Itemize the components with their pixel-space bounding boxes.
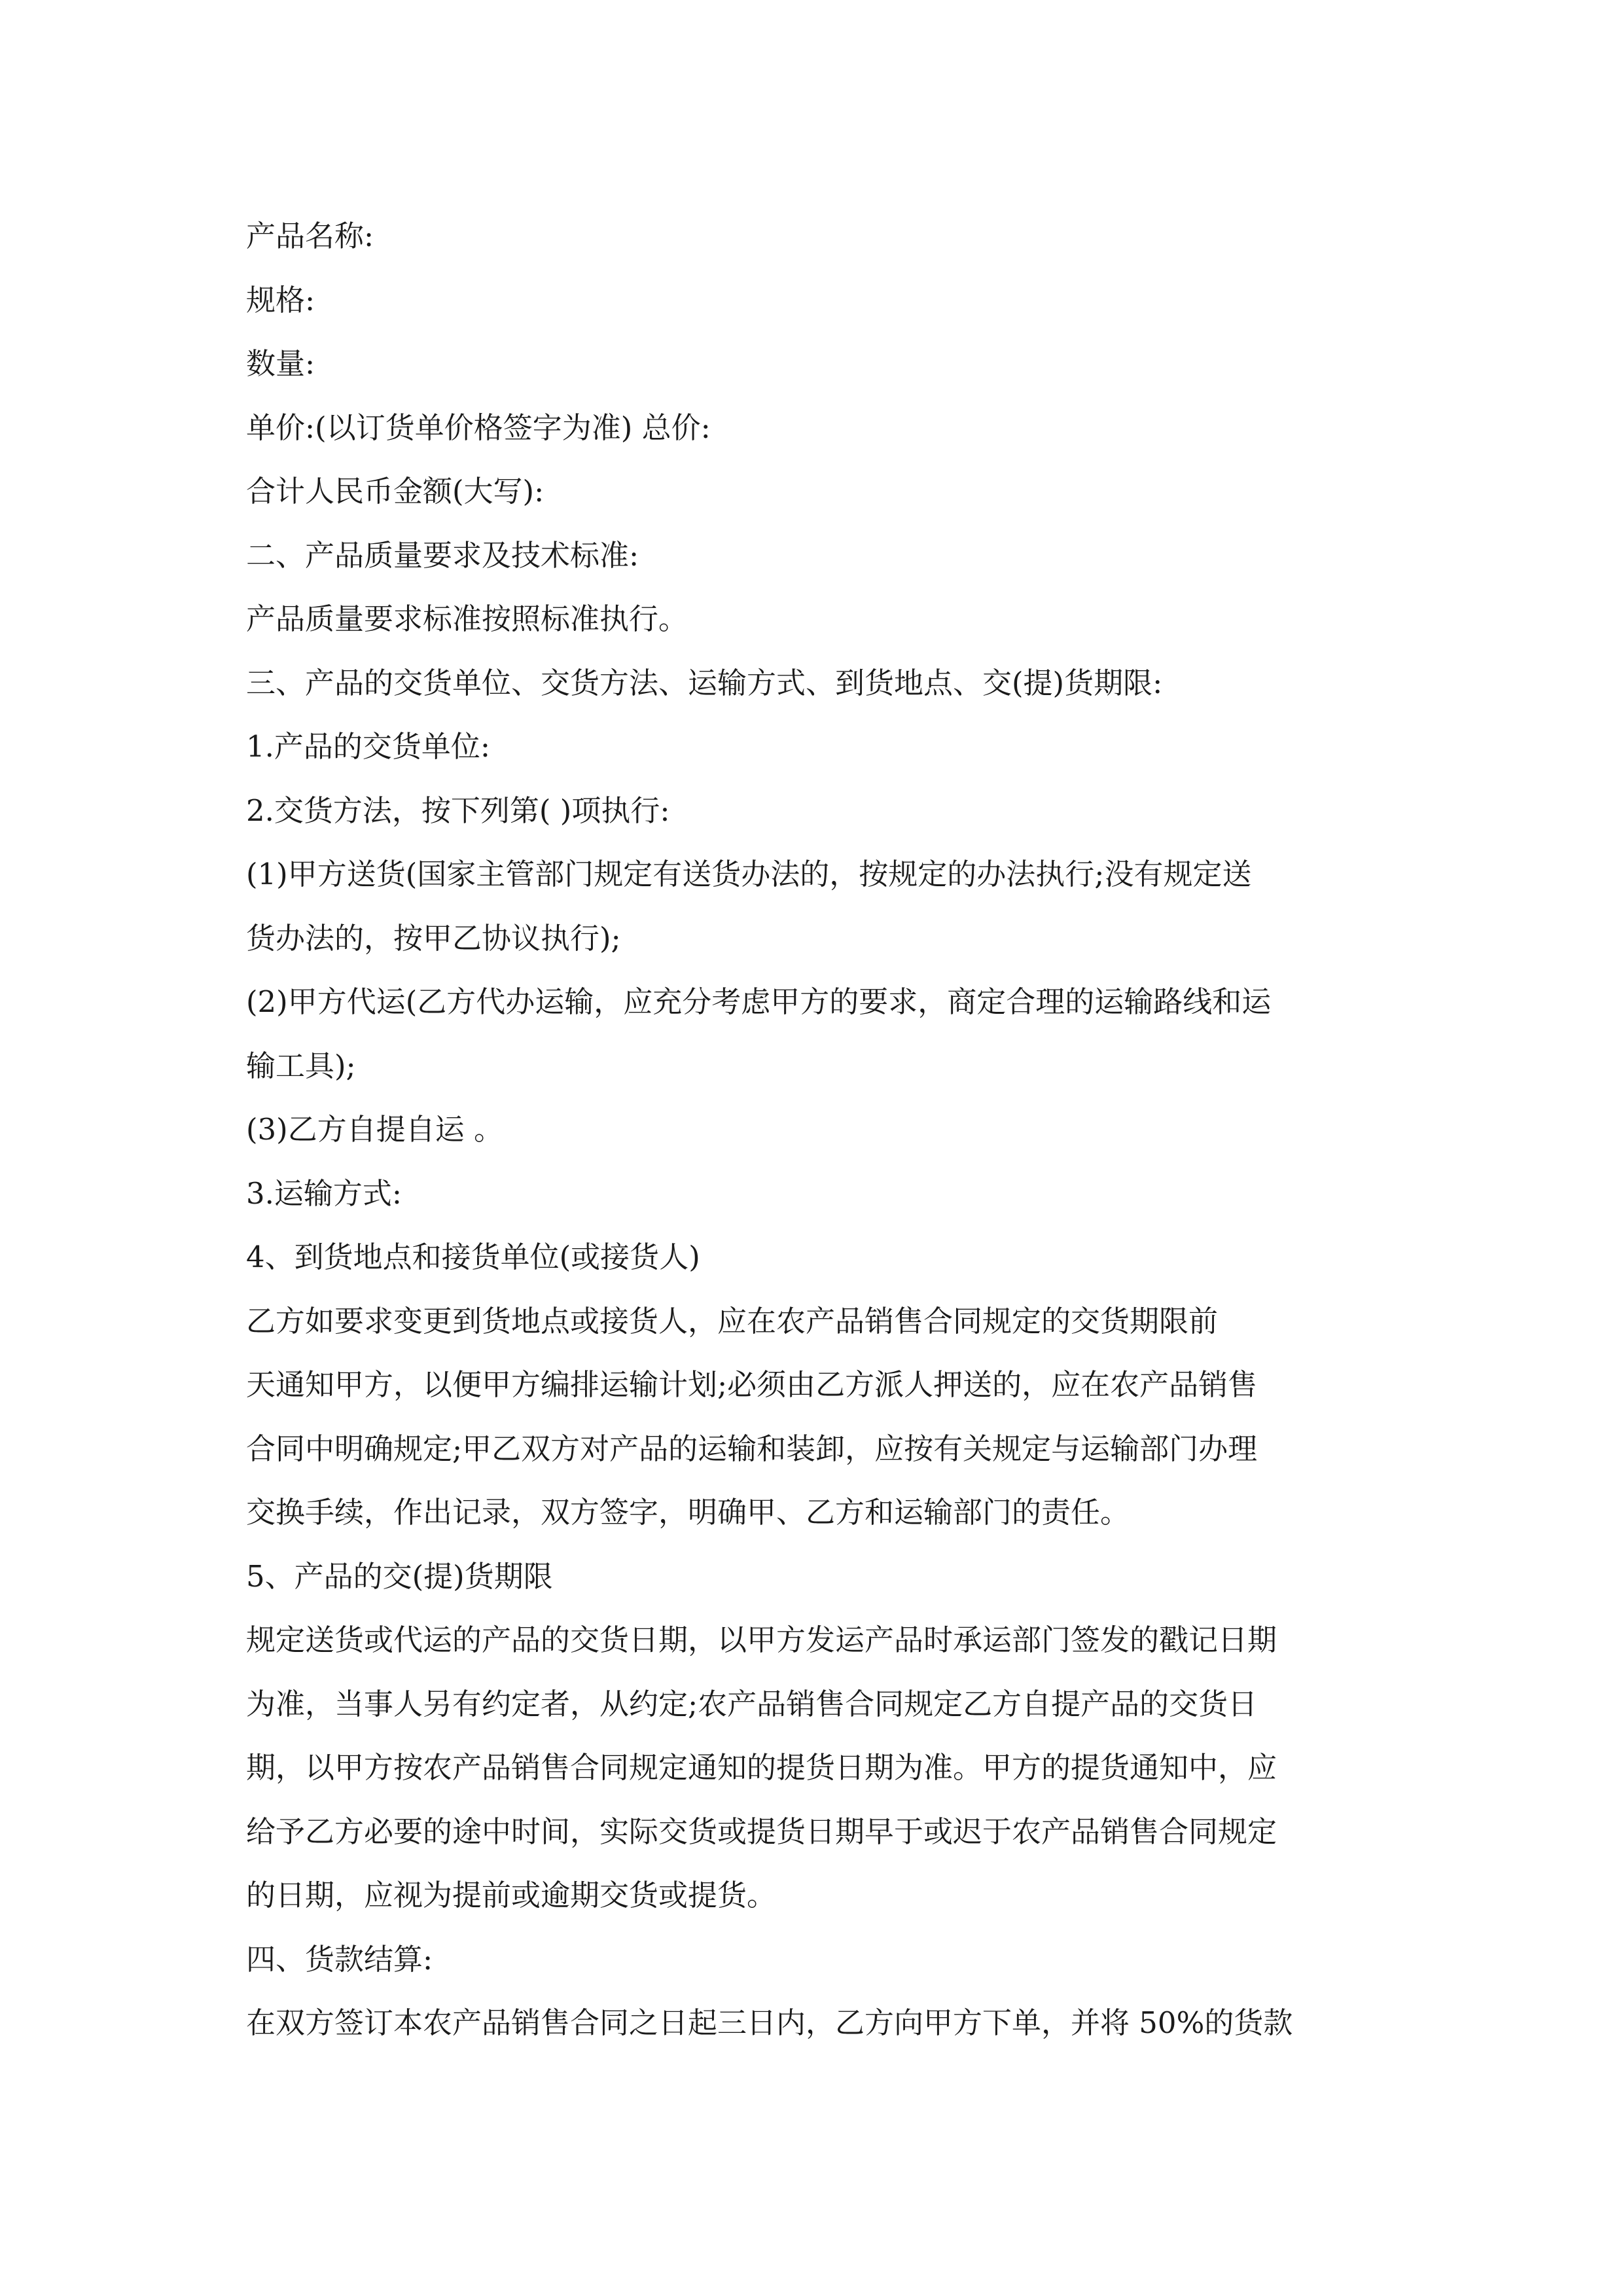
text-line: 的日期，应视为提前或逾期交货或提货。 (246, 1878, 777, 1912)
text-line: 四、货款结算: (246, 1941, 433, 1977)
text-line: 5、产品的交(提)货期限 (246, 1558, 553, 1594)
contract-text-body (246, 204, 1385, 2055)
text-line: 二、产品质量要求及技术标准: (246, 537, 639, 573)
text-line: 产品质量要求标准按照标准执行。 (246, 601, 688, 636)
text-line: 规格: (246, 282, 315, 317)
text-line: 在双方签订本农产品销售合同之日起三日内，乙方向甲方下单，并将 50%的货款 (246, 2005, 1293, 2040)
text-line: 期，以甲方按农产品销售合同规定通知的提货日期为准。甲方的提货通知中，应 (246, 1750, 1277, 1785)
text-line: 输工具); (246, 1048, 356, 1083)
text-line: 货办法的，按甲乙协议执行); (246, 920, 621, 956)
text-line: 为准，当事人另有约定者，从约定;农产品销售合同规定乙方自提产品的交货日 (246, 1686, 1258, 1721)
text-line: 合同中明确规定;甲乙双方对产品的运输和装卸，应按有关规定与运输部门办理 (246, 1431, 1258, 1466)
text-line: 给予乙方必要的途中时间，实际交货或提货日期早于或迟于农产品销售合同规定 (246, 1814, 1277, 1849)
text-line: (1)甲方送货(国家主管部门规定有送货办法的，按规定的办法执行;没有规定送 (246, 857, 1252, 891)
text-line: 交换手续，作出记录，双方签字，明确甲、乙方和运输部门的责任。 (246, 1495, 1130, 1530)
text-line: 乙方如要求变更到货地点或接货人，应在农产品销售合同规定的交货期限前 (246, 1303, 1219, 1338)
text-line: 数量: (246, 346, 315, 381)
text-line: (3)乙方自提自运 。 (246, 1112, 504, 1147)
text-line: (2)甲方代运(乙方代办运输，应充分考虑甲方的要求，商定合理的运输路线和运 (246, 984, 1272, 1019)
text-line: 天通知甲方，以便甲方编排运输计划;必须由乙方派人押送的，应在农产品销售 (246, 1367, 1258, 1402)
text-line: 三、产品的交货单位、交货方法、运输方式、到货地点、交(提)货期限: (246, 665, 1163, 700)
text-line: 单价:(以订货单价格签字为准) 总价: (246, 410, 711, 445)
text-line: 规定送货或代运的产品的交货日期，以甲方发运产品时承运部门签发的戳记日期 (246, 1623, 1277, 1657)
text-line: 2.交货方法，按下列第( )项执行: (246, 793, 670, 828)
text-line: 合计人民币金额(大写): (246, 474, 544, 509)
text-line: 1.产品的交货单位: (246, 729, 491, 764)
text-line: 4、到货地点和接货单位(或接货人) (246, 1240, 700, 1274)
text-line: 3.运输方式: (246, 1175, 402, 1211)
text-line: 产品名称: (246, 219, 374, 253)
